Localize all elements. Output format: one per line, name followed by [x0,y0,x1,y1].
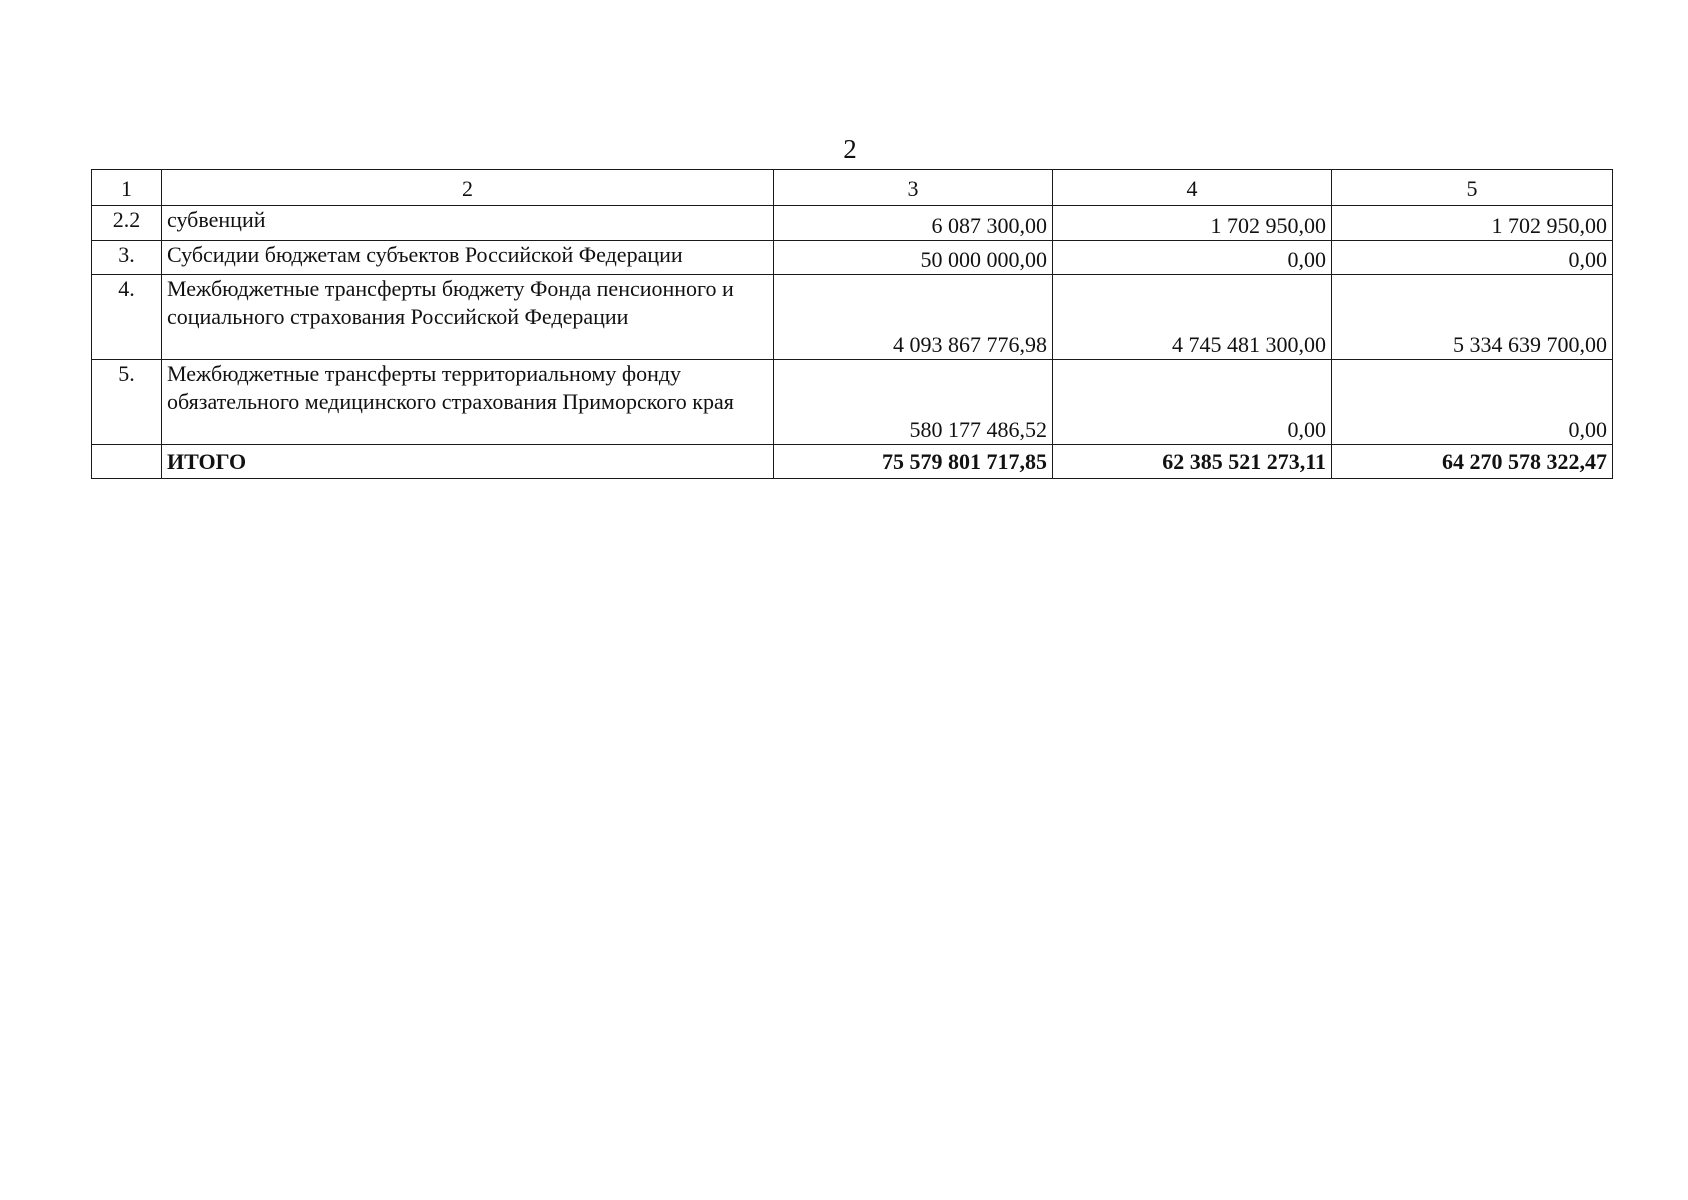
header-cell-3: 3 [774,170,1053,206]
row-name: Межбюджетные трансферты территориальному фонду обязательного медицинского страхования Приморского края [162,360,774,445]
table-header-row [92,170,1613,206]
row-value-3: 6 087 300,00 [774,206,1053,241]
row-value-4: 1 702 950,00 [1053,206,1332,241]
header-cell-2: 2 [162,170,774,206]
total-value-3: 75 579 801 717,85 [774,445,1053,479]
page-number: 2 [843,134,857,164]
row-value-4: 4 745 481 300,00 [1053,275,1332,360]
table-row [92,360,1613,445]
total-value-5: 64 270 578 322,47 [1332,445,1613,479]
table-row [92,275,1613,360]
row-number: 3. [92,241,162,275]
header-cell-4: 4 [1053,170,1332,206]
row-value-5: 0,00 [1332,241,1613,275]
row-value-5: 1 702 950,00 [1332,206,1613,241]
row-name: субвенций [162,206,774,241]
row-value-3: 4 093 867 776,98 [774,275,1053,360]
row-number: 2.2 [92,206,162,241]
row-value-4: 0,00 [1053,360,1332,445]
header-cell-1: 1 [92,170,162,206]
total-row-number [92,445,162,479]
row-value-5: 5 334 639 700,00 [1332,275,1613,360]
row-value-3: 580 177 486,52 [774,360,1053,445]
total-label: ИТОГО [162,445,774,479]
row-value-5: 0,00 [1332,360,1613,445]
row-name: Субсидии бюджетам субъектов Российской Федерации [162,241,774,275]
table-row [92,241,1613,275]
row-value-4: 0,00 [1053,241,1332,275]
row-value-3: 50 000 000,00 [774,241,1053,275]
table-total-row [92,445,1613,479]
table-row [92,206,1613,241]
budget-table [91,169,1613,479]
row-number: 4. [92,275,162,360]
header-cell-5: 5 [1332,170,1613,206]
row-number: 5. [92,360,162,445]
total-value-4: 62 385 521 273,11 [1053,445,1332,479]
row-name: Межбюджетные трансферты бюджету Фонда пенсионного и социального страхования Российской Федерации [162,275,774,360]
